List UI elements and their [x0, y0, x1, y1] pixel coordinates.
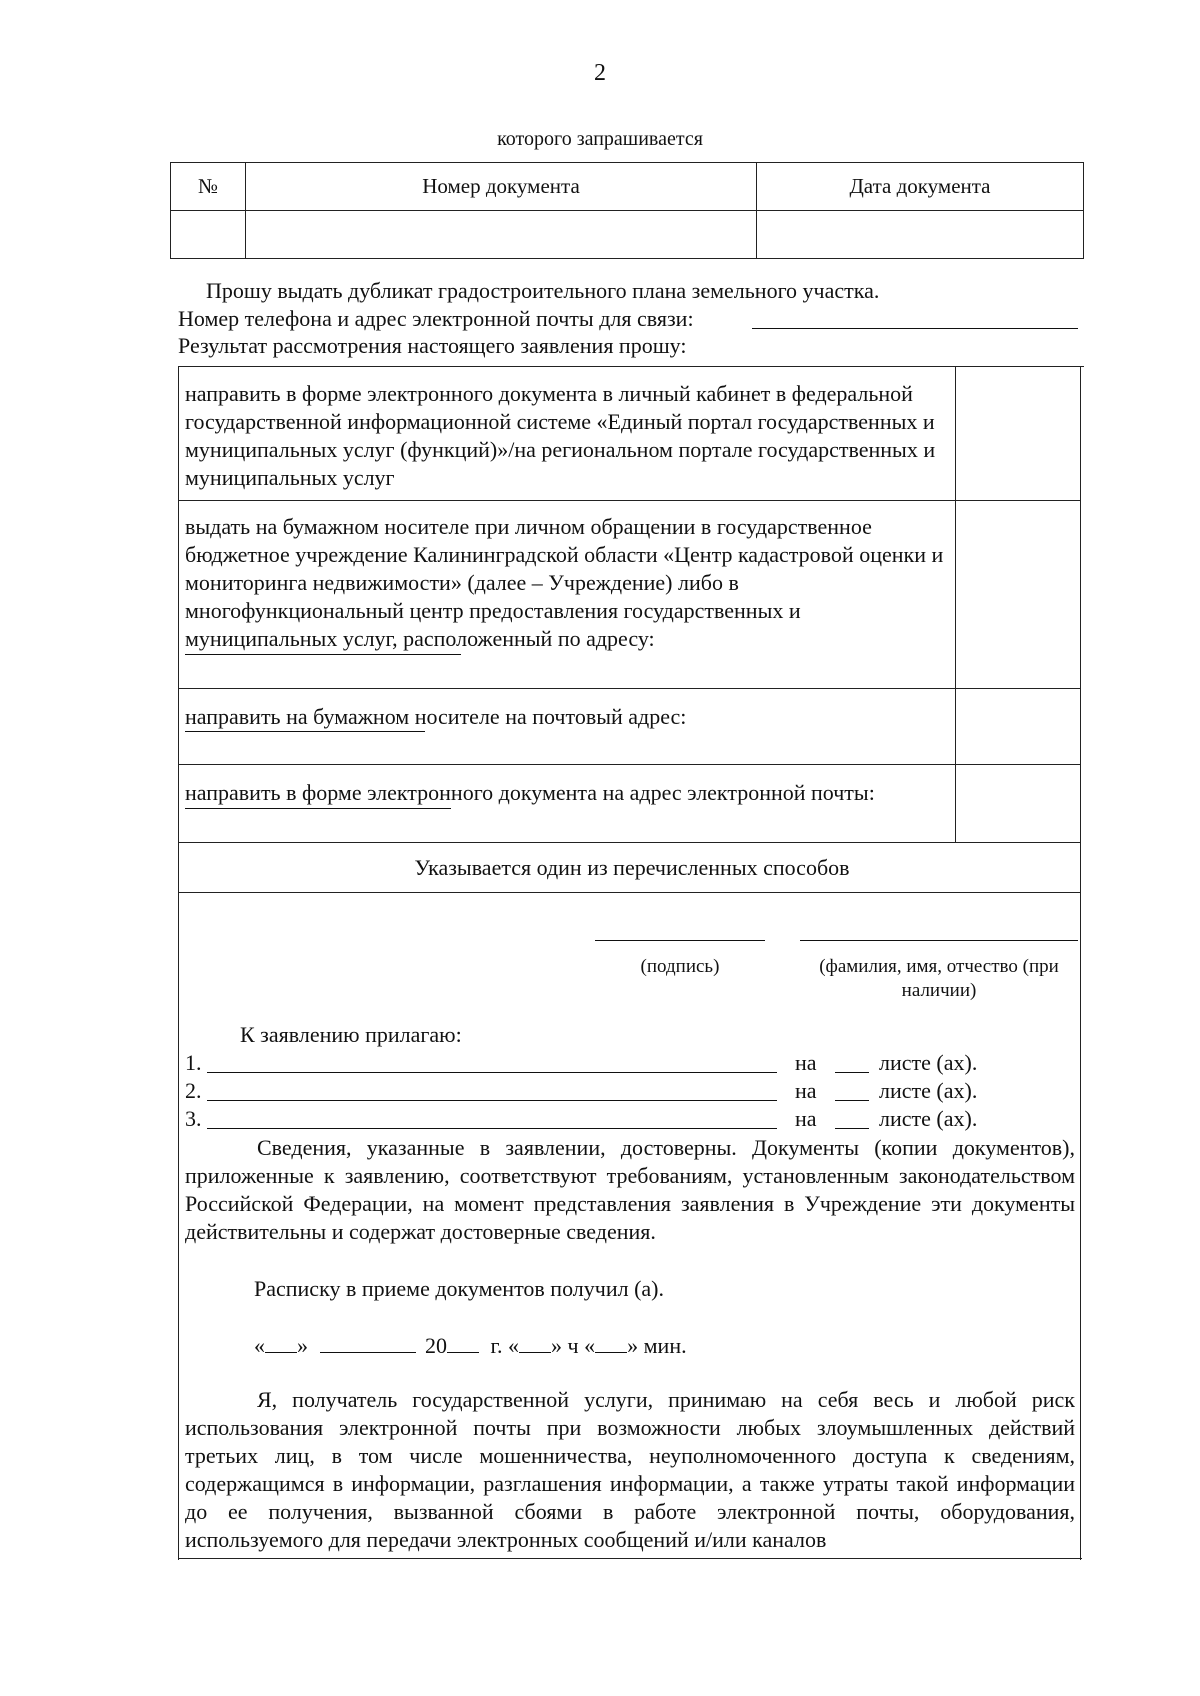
full-name-line[interactable]: [800, 940, 1078, 941]
option-2-text: выдать на бумажном носителе при личном обращении в государственное бюджетное учреждение Калининградской области «Центр кадастровой оценки и мониторинга недвижимости» (далее – Учреждение) либо в многофункциональный центр предоставления государственных и муниципальных услуг, расположенный по адресу:: [185, 514, 944, 651]
day-field[interactable]: [265, 1330, 297, 1353]
attachment-sheets-label: листе (ах).: [879, 1050, 978, 1075]
one-of-note: Указывается один из перечисленных способов: [414, 855, 850, 880]
option-3-address-line[interactable]: [185, 731, 425, 732]
hour-open-quote: «: [508, 1333, 520, 1358]
date-line: [254, 1330, 687, 1359]
attachment-sheet-count-line[interactable]: [835, 1128, 869, 1129]
page-number: 2: [594, 60, 606, 86]
option-3-checkbox[interactable]: [957, 690, 1078, 762]
table-row: [171, 211, 1084, 259]
option-2-address-line[interactable]: [185, 654, 461, 655]
attachment-name-line[interactable]: [207, 1100, 777, 1101]
header-document-date: Дата документа: [757, 163, 1084, 211]
option-divider: [178, 688, 1080, 689]
form-left-border: [178, 366, 179, 1560]
attachment-number: 3.: [185, 1106, 202, 1131]
header-document-number: Номер документа: [246, 163, 757, 211]
cell-document-date-input[interactable]: [757, 211, 1084, 259]
full-name-caption: (фамилия, имя, отчество (при наличии): [819, 956, 1059, 1001]
cell-document-number-input[interactable]: [246, 211, 757, 259]
day-open-quote: «: [254, 1333, 265, 1358]
attachment-name-line[interactable]: [207, 1072, 777, 1073]
attachment-sheets-label: листе (ах).: [879, 1078, 978, 1103]
hour-close-quote: »: [551, 1333, 563, 1358]
option-divider: [178, 500, 1080, 501]
risk-statement: Я, получатель государственной услуги, принимаю на себя весь и любой риск использования электронной почты при возможности любых злоумышленных действий третьих лиц, в том числе мошенничества, неуполномоченного доступа к сведениям, содержащимся в информации, разглашения информации, а также утраты такой информации до ее получения, вызванной сбоями в работе электронной почты, оборудования, используемого для передачи электронных сообщений и/или каналов: [185, 1387, 1075, 1552]
request-line: Прошу выдать дубликат градостроительного плана земельного участка.: [206, 278, 880, 303]
table-caption: которого запрашивается: [497, 128, 703, 150]
signature-caption: (подпись): [640, 956, 720, 977]
table-header-row: [171, 163, 1084, 211]
result-label: Результат рассмотрения настоящего заявления прошу:: [178, 333, 687, 358]
month-field[interactable]: [320, 1330, 416, 1353]
option-4-email-line[interactable]: [185, 808, 451, 809]
minute-open-quote: «: [584, 1333, 596, 1358]
note-divider: [178, 892, 1080, 893]
reliability-statement: Сведения, указанные в заявлении, достоверны. Документы (копии документов), приложенные к заявлению, соответствуют требованиям, установленным законодательством Российской Федерации, на момент представления заявления в Учреждение эти документы действительны и содержат достоверные сведения.: [185, 1135, 1075, 1244]
hour-label: ч: [567, 1333, 579, 1358]
attachment-sheets-label: листе (ах).: [879, 1106, 978, 1131]
option-1-checkbox[interactable]: [957, 368, 1078, 498]
attachment-on-label: на: [795, 1078, 817, 1103]
attachment-on-label: на: [795, 1050, 817, 1075]
day-close-quote: »: [297, 1333, 308, 1358]
attachment-on-label: на: [795, 1106, 817, 1131]
checkbox-column-divider: [955, 366, 956, 842]
year-suffix: г.: [490, 1333, 503, 1358]
cell-number-input[interactable]: [171, 211, 246, 259]
contact-label: Номер телефона и адрес электронной почты для связи:: [178, 306, 694, 331]
attachment-sheet-count-line[interactable]: [835, 1072, 869, 1073]
contact-input-line[interactable]: [752, 328, 1078, 329]
options-top-border: [178, 366, 1084, 367]
attachment-number: 2.: [185, 1078, 202, 1103]
receipt-statement: Расписку в приеме документов получил (а).: [254, 1276, 664, 1301]
year-field[interactable]: [447, 1330, 479, 1353]
option-3-text: направить на бумажном носителе на почтовый адрес:: [185, 704, 687, 729]
option-4-checkbox[interactable]: [957, 766, 1078, 840]
option-divider: [178, 764, 1080, 765]
form-right-border: [1080, 366, 1081, 1560]
attachment-name-line[interactable]: [207, 1128, 777, 1129]
minutes-label: мин.: [643, 1333, 687, 1358]
form-bottom-border: [178, 1558, 1082, 1559]
year-prefix: 20: [425, 1333, 447, 1358]
signature-line[interactable]: [595, 940, 765, 941]
option-divider: [178, 842, 1080, 843]
option-2-checkbox[interactable]: [957, 502, 1078, 686]
minute-close-quote: »: [627, 1333, 639, 1358]
header-number: №: [171, 163, 246, 211]
option-1-text: направить в форме электронного документа в личный кабинет в федеральной государственной информационной системе «Единый портал государственных и муниципальных услуг (функций)»/на региональном портале государственных и муниципальных услуг: [185, 381, 936, 490]
requested-document-table: [170, 162, 1084, 259]
minute-field[interactable]: [595, 1330, 627, 1353]
hour-field[interactable]: [519, 1330, 551, 1353]
attachment-sheet-count-line[interactable]: [835, 1100, 869, 1101]
attachments-title: К заявлению прилагаю:: [240, 1022, 462, 1047]
option-4-text: направить в форме электронного документа на адрес электронной почты:: [185, 780, 875, 805]
attachment-number: 1.: [185, 1050, 202, 1075]
